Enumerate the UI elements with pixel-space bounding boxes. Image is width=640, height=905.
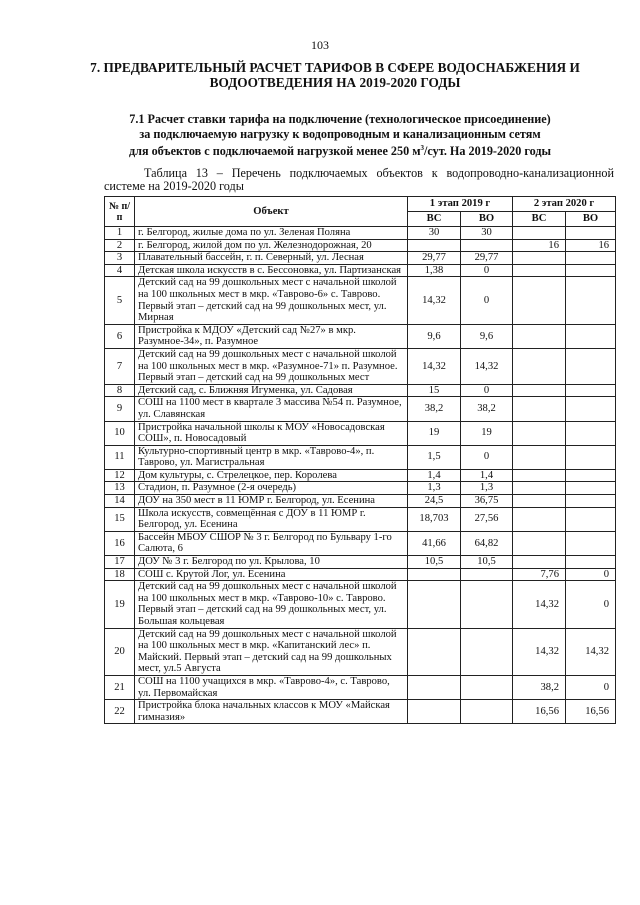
table-caption: Таблица 13 – Перечень подключаемых объектов к водопроводно-канализационной системе на 2019-2020 годы xyxy=(104,166,614,193)
row-stage2-vo: 0 xyxy=(566,568,616,581)
row-stage2-vo xyxy=(566,384,616,397)
row-object: Пристройка начальной школы к МОУ «Новосадовская СОШ», п. Новосадовый xyxy=(135,421,408,445)
row-stage2-vs xyxy=(513,277,566,324)
row-stage2-vs xyxy=(513,384,566,397)
subheading-line-3-start: для объектов с подключаемой нагрузкой менее 250 м xyxy=(128,144,421,159)
objects-table xyxy=(104,196,616,724)
subheading-line-1: 7.1 Расчет ставки тарифа на подключение (технологическое присоединение) xyxy=(129,112,551,126)
row-stage2-vo xyxy=(566,397,616,421)
row-stage2-vo: 0 xyxy=(566,581,616,628)
row-stage1-vs: 19 xyxy=(408,421,461,445)
row-stage1-vo: 29,77 xyxy=(461,252,513,265)
row-stage2-vo xyxy=(566,445,616,469)
col-header-object: Объект xyxy=(135,197,408,227)
row-number: 9 xyxy=(105,397,135,421)
row-stage2-vs xyxy=(513,482,566,495)
row-stage1-vs: 14,32 xyxy=(408,277,461,324)
row-number: 6 xyxy=(105,324,135,348)
row-stage2-vs xyxy=(513,495,566,508)
row-stage1-vo: 9,6 xyxy=(461,324,513,348)
row-stage2-vs: 7,76 xyxy=(513,568,566,581)
table-row xyxy=(105,384,616,397)
table-body xyxy=(105,227,616,724)
row-stage2-vs xyxy=(513,264,566,277)
row-stage1-vs: 29,77 xyxy=(408,252,461,265)
row-stage1-vo: 0 xyxy=(461,264,513,277)
subheading-line-3 xyxy=(80,141,600,159)
table-row xyxy=(105,324,616,348)
row-object: СОШ на 1100 учащихся в мкр. «Таврово-4», с. Таврово, ул. Первомайская xyxy=(135,675,408,699)
row-number: 16 xyxy=(105,531,135,555)
row-object: Бассейн МБОУ СШОР № 3 г. Белгород по Бульвару 1-го Салюта, 6 xyxy=(135,531,408,555)
row-stage1-vs xyxy=(408,675,461,699)
row-stage1-vs: 15 xyxy=(408,384,461,397)
row-stage1-vo: 0 xyxy=(461,277,513,324)
row-number: 13 xyxy=(105,482,135,495)
row-object: Детский сад на 99 дошкольных мест с начальной школой на 100 школьных мест в мкр. «Таврово-10» с. Таврово. Первый этап – детский сад на 99 дошкольных мест, ул. Большая кольцевая xyxy=(135,581,408,628)
row-stage2-vo xyxy=(566,482,616,495)
row-stage2-vs: 14,32 xyxy=(513,628,566,675)
col-header-stage1-vs: ВС xyxy=(408,212,461,227)
row-stage1-vs xyxy=(408,581,461,628)
row-stage1-vs: 24,5 xyxy=(408,495,461,508)
table-row xyxy=(105,264,616,277)
row-number: 5 xyxy=(105,277,135,324)
row-object: Пристройка блока начальных классов к МОУ «Майская гимназия» xyxy=(135,700,408,724)
row-object: Стадион, п. Разумное (2-я очередь) xyxy=(135,482,408,495)
col-header-stage2: 2 этап 2020 г xyxy=(513,197,616,212)
row-stage2-vs: 14,32 xyxy=(513,581,566,628)
col-header-number: № п/п xyxy=(105,197,135,227)
row-stage2-vo xyxy=(566,277,616,324)
row-stage2-vo xyxy=(566,531,616,555)
table-row xyxy=(105,277,616,324)
table-row xyxy=(105,252,616,265)
row-stage2-vo xyxy=(566,227,616,240)
row-stage1-vs: 9,6 xyxy=(408,324,461,348)
row-object: Плавательный бассейн, г. п. Северный, ул. Лесная xyxy=(135,252,408,265)
table-row xyxy=(105,348,616,384)
row-stage1-vo xyxy=(461,239,513,252)
row-stage1-vs xyxy=(408,568,461,581)
row-stage2-vo xyxy=(566,421,616,445)
row-stage2-vs xyxy=(513,348,566,384)
row-number: 19 xyxy=(105,581,135,628)
row-stage2-vo xyxy=(566,556,616,569)
row-object: СОШ с. Крутой Лог, ул. Есенина xyxy=(135,568,408,581)
row-object: Детская школа искусств в с. Бессоновка, ул. Партизанская xyxy=(135,264,408,277)
row-stage2-vs xyxy=(513,445,566,469)
row-stage2-vo: 0 xyxy=(566,675,616,699)
table-row xyxy=(105,495,616,508)
row-number: 3 xyxy=(105,252,135,265)
row-number: 4 xyxy=(105,264,135,277)
table-row xyxy=(105,675,616,699)
row-stage2-vo xyxy=(566,324,616,348)
row-stage2-vs xyxy=(513,252,566,265)
row-number: 2 xyxy=(105,239,135,252)
row-stage1-vo: 64,82 xyxy=(461,531,513,555)
row-stage1-vo: 1,3 xyxy=(461,482,513,495)
row-stage2-vo xyxy=(566,507,616,531)
section-heading: 7. ПРЕДВАРИТЕЛЬНЫЙ РАСЧЕТ ТАРИФОВ В СФЕРЕ ВОДОСНАБЖЕНИЯ И ВОДООТВЕДЕНИЯ НА 2019-2020 ГОДЫ xyxy=(90,60,580,90)
row-stage2-vs xyxy=(513,421,566,445)
row-number: 1 xyxy=(105,227,135,240)
row-stage1-vo: 36,75 xyxy=(461,495,513,508)
row-stage1-vs: 1,3 xyxy=(408,482,461,495)
row-stage1-vo: 1,4 xyxy=(461,469,513,482)
row-object: СОШ на 1100 мест в квартале 3 массива №54 п. Разумное, ул. Славянская xyxy=(135,397,408,421)
row-stage1-vo: 0 xyxy=(461,384,513,397)
row-stage2-vo xyxy=(566,252,616,265)
row-stage1-vo: 38,2 xyxy=(461,397,513,421)
row-object: Культурно-спортивный центр в мкр. «Таврово-4», п. Таврово, ул. Магистральная xyxy=(135,445,408,469)
row-stage2-vo: 16,56 xyxy=(566,700,616,724)
row-number: 8 xyxy=(105,384,135,397)
subheading-line-2: за подключаемую нагрузку к водопроводным и канализационным сетям xyxy=(139,126,541,141)
row-stage1-vs xyxy=(408,239,461,252)
col-header-stage2-vs: ВС xyxy=(513,212,566,227)
col-header-stage2-vo: ВО xyxy=(566,212,616,227)
row-stage2-vs: 16,56 xyxy=(513,700,566,724)
row-object: Детский сад на 99 дошкольных мест с начальной школой на 100 школьных мест в мкр. «Капитанский лес» п. Майский. Первый этап – детский сад на 99 дошкольных мест, ул.5 Августа xyxy=(135,628,408,675)
row-stage1-vs: 41,66 xyxy=(408,531,461,555)
row-stage1-vs: 38,2 xyxy=(408,397,461,421)
row-stage1-vs: 1,5 xyxy=(408,445,461,469)
row-stage2-vs xyxy=(513,507,566,531)
subheading-line-3-end: /сут. На 2019-2020 годы xyxy=(424,144,552,159)
row-object: Детский сад, с. Ближняя Игуменка, ул. Садовая xyxy=(135,384,408,397)
row-stage2-vs: 38,2 xyxy=(513,675,566,699)
row-stage1-vo: 0 xyxy=(461,445,513,469)
row-object: Пристройка к МДОУ «Детский сад №27» в мкр. Разумное-34», п. Разумное xyxy=(135,324,408,348)
row-stage1-vo: 30 xyxy=(461,227,513,240)
page-number: 103 xyxy=(311,38,329,52)
row-number: 14 xyxy=(105,495,135,508)
row-stage2-vo xyxy=(566,469,616,482)
row-number: 11 xyxy=(105,445,135,469)
row-stage1-vo xyxy=(461,628,513,675)
row-stage2-vo xyxy=(566,348,616,384)
row-stage1-vo xyxy=(461,700,513,724)
table-row xyxy=(105,531,616,555)
row-number: 20 xyxy=(105,628,135,675)
row-object: г. Белгород, жилые дома по ул. Зеленая Поляна xyxy=(135,227,408,240)
row-stage2-vs xyxy=(513,531,566,555)
table-row xyxy=(105,700,616,724)
row-number: 7 xyxy=(105,348,135,384)
table-row xyxy=(105,507,616,531)
row-number: 12 xyxy=(105,469,135,482)
row-stage1-vs: 18,703 xyxy=(408,507,461,531)
row-number: 21 xyxy=(105,675,135,699)
row-stage2-vo: 14,32 xyxy=(566,628,616,675)
row-object: Школа искусств, совмещённая с ДОУ в 11 ЮМР г. Белгород, ул. Есенина xyxy=(135,507,408,531)
row-stage1-vs: 1,38 xyxy=(408,264,461,277)
row-object: г. Белгород, жилой дом по ул. Железнодорожная, 20 xyxy=(135,239,408,252)
row-stage1-vs: 30 xyxy=(408,227,461,240)
row-object: Дом культуры, с. Стрелецкое, пер. Королева xyxy=(135,469,408,482)
table-row xyxy=(105,445,616,469)
cubic-superscript: 3 xyxy=(420,144,425,152)
row-stage1-vs: 10,5 xyxy=(408,556,461,569)
subsection-heading xyxy=(80,112,600,159)
table-row xyxy=(105,628,616,675)
col-header-stage1-vo: ВО xyxy=(461,212,513,227)
table-row xyxy=(105,568,616,581)
row-stage1-vo xyxy=(461,581,513,628)
row-stage1-vo: 19 xyxy=(461,421,513,445)
row-stage2-vs xyxy=(513,556,566,569)
row-stage2-vo: 16 xyxy=(566,239,616,252)
row-object: Детский сад на 99 дошкольных мест с начальной школой на 100 школьных мест в мкр. «Таврово-6» с. Таврово. Первый этап – детский сад на 99 дошкольных мест, ул. Мирная xyxy=(135,277,408,324)
row-stage2-vs xyxy=(513,397,566,421)
row-number: 22 xyxy=(105,700,135,724)
table-row xyxy=(105,556,616,569)
table-row xyxy=(105,482,616,495)
row-stage2-vs xyxy=(513,227,566,240)
row-stage2-vs xyxy=(513,469,566,482)
row-stage1-vo: 14,32 xyxy=(461,348,513,384)
row-stage1-vo: 27,56 xyxy=(461,507,513,531)
row-stage1-vo xyxy=(461,675,513,699)
row-stage1-vo: 10,5 xyxy=(461,556,513,569)
row-number: 10 xyxy=(105,421,135,445)
table-row xyxy=(105,469,616,482)
table-row xyxy=(105,227,616,240)
row-stage2-vs: 16 xyxy=(513,239,566,252)
row-stage1-vo xyxy=(461,568,513,581)
row-object: Детский сад на 99 дошкольных мест с начальной школой на 100 школьных мест в мкр. «Разумное-71» п. Разумное. Первый этап – детский сад на 99 дошкольных мест xyxy=(135,348,408,384)
row-object: ДОУ № 3 г. Белгород по ул. Крылова, 10 xyxy=(135,556,408,569)
table-row xyxy=(105,581,616,628)
col-header-stage1: 1 этап 2019 г xyxy=(408,197,513,212)
row-stage1-vs: 1,4 xyxy=(408,469,461,482)
row-stage2-vs xyxy=(513,324,566,348)
row-stage2-vo xyxy=(566,264,616,277)
row-object: ДОУ на 350 мест в 11 ЮМР г. Белгород, ул. Есенина xyxy=(135,495,408,508)
row-number: 15 xyxy=(105,507,135,531)
row-stage1-vs: 14,32 xyxy=(408,348,461,384)
row-number: 17 xyxy=(105,556,135,569)
row-stage1-vs xyxy=(408,628,461,675)
table-row xyxy=(105,239,616,252)
table-row xyxy=(105,397,616,421)
table-row xyxy=(105,421,616,445)
row-number: 18 xyxy=(105,568,135,581)
row-stage1-vs xyxy=(408,700,461,724)
row-stage2-vo xyxy=(566,495,616,508)
